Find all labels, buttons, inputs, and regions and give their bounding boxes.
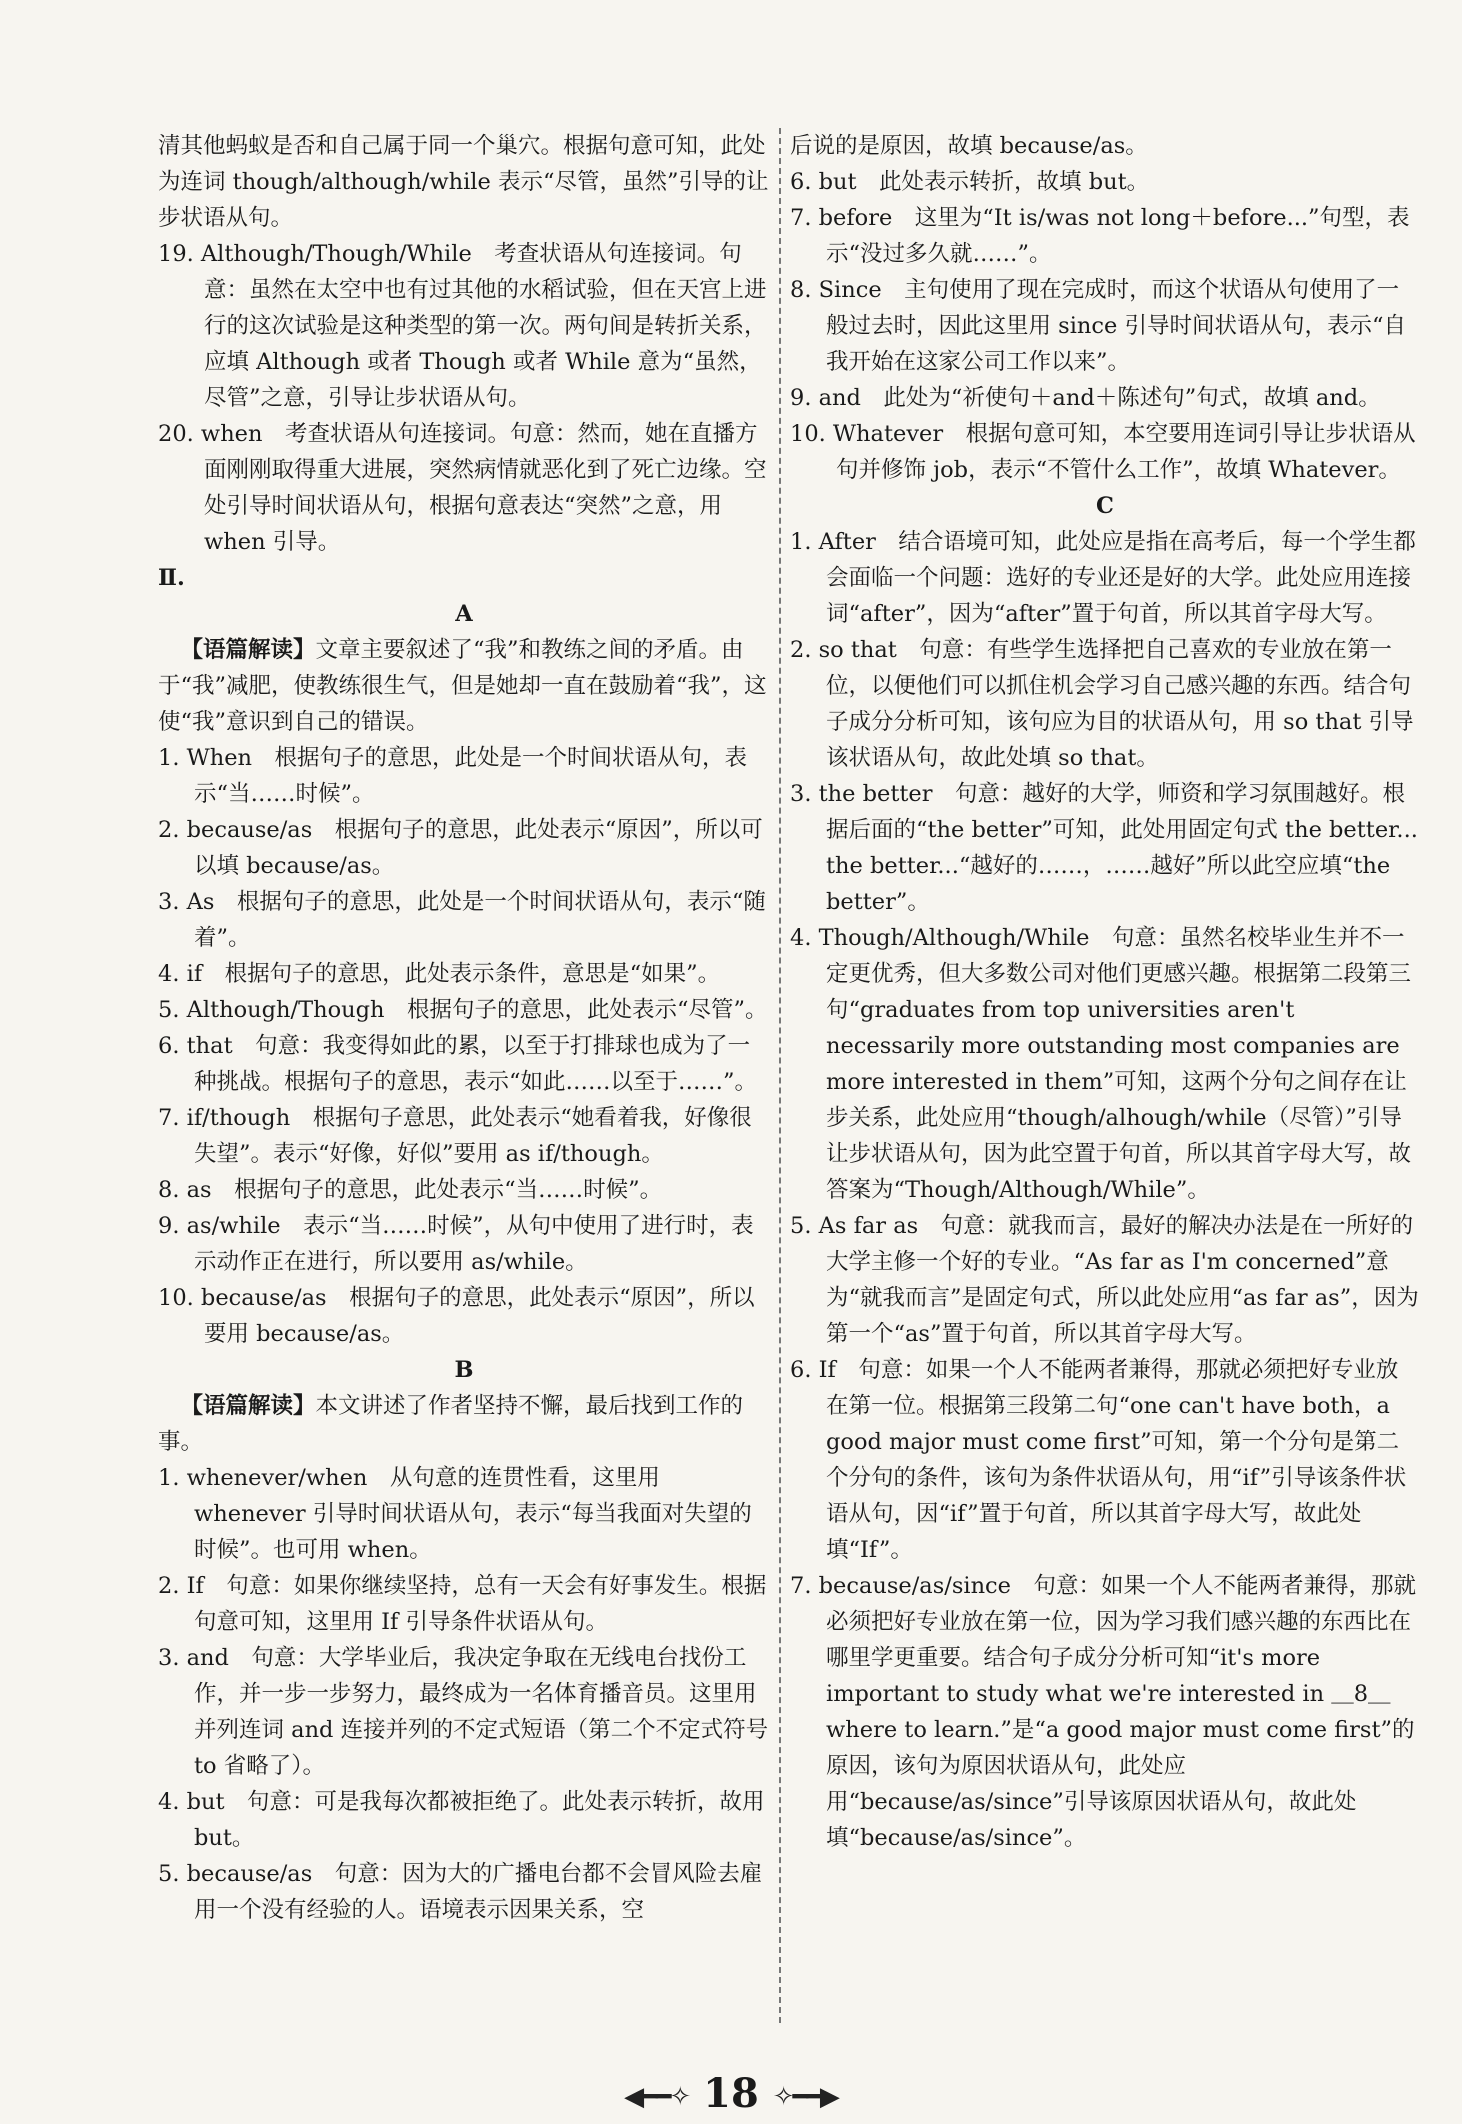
- answer-a6: 6. that 句意：我变得如此的累，以至于打排球也成为了一种挑战。根据句子的意思，表示“如此……以至于……”。: [158, 1033, 758, 1095]
- answer-c7: 7. because/as/since 句意：如果一个人不能两者兼得，那就必须把好专业放在第一位，因为学习我们感兴趣的东西比在哪里学更重要。结合句子成分分析可知“it's more important to study what we're interested in ＿8＿ where to learn.”是“a good major must come first”的原因，该句为原因状语从句，此处应用“because/as/since”引导该原因状语从句，故此处填“because/as/since”。: [790, 1573, 1416, 1851]
- answer-a4: 4. if 根据句子的意思，此处表示条件，意思是“如果”。: [158, 961, 721, 987]
- passage-note-b: [158, 1388, 770, 1460]
- answer-c3: 3. the better 句意：越好的大学，师资和学习氛围越好。根据后面的“the better”可知，此处用固定句式 the better... the better...“越好的……，……越好”所以此空应填“the better”。: [790, 781, 1418, 915]
- answer-b2: 2. If 句意：如果你继续坚持，总有一天会有好事发生。根据句意可知，这里用 If 引导条件状语从句。: [158, 1573, 767, 1635]
- answer-a8: 8. as 根据句子的意思，此处表示“当……时候”。: [158, 1177, 663, 1203]
- answer-b3: 3. and 句意：大学毕业后，我决定争取在无线电台找份工作，并一步一步努力，最终成为一名体育播音员。这里用并列连词 and 连接并列的不定式短语（第二个不定式符号 to 省略了）。: [158, 1645, 769, 1779]
- page-footer: [0, 2072, 1462, 2119]
- answer-c4: 4. Though/Although/While 句意：虽然名校毕业生并不一定更优秀，但大多数公司对他们更感兴趣。根据第二段第三句“graduates from top universities aren't necessarily more outstanding most companies are more interested in them”可知，这两个分句之间存在让步关系，此处应用“though/alhough/while（尽管）”引导让步状语从句，因为此空置于句首，所以其首字母大写，故答案为“Though/Although/While”。: [790, 925, 1412, 1203]
- answer-b7: 7. before 这里为“It is/was not long＋before...”句型，表示“没过多久就……”。: [790, 205, 1410, 267]
- answer-b1: 1. whenever/when 从句意的连贯性看，这里用 whenever 引导时间状语从句，表示“每当我面对失望的时候”。也可用 when。: [158, 1465, 752, 1563]
- section-b-heading: B: [454, 1357, 474, 1383]
- answer-19-body: 句意：虽然在太空中也有过其他的水稻试验，但在天宫上进行的这次试验是这种类型的第一次。两句间是转折关系，应填 Although 或者 Though 或者 While 意为“虽然，尽管”之意，引导让步状语从句。: [204, 241, 767, 411]
- passage-note-text: 本文讲述了作者坚持不懈，最后找到工作的事。: [158, 1393, 744, 1455]
- left-column: [158, 128, 770, 1928]
- answer-19: [158, 236, 770, 416]
- answer-c2: 2. so that 句意：有些学生选择把自己喜欢的专业放在第一位，以便他们可以抓住机会学习自己感兴趣的东西。结合句子成分分析可知，该句应为目的状语从句，用 so that 引导该状语从句，故此处填 so that。: [790, 637, 1414, 771]
- answer-b4: 4. but 句意：可是我每次都被拒绝了。此处表示转折，故用 but。: [158, 1789, 765, 1851]
- right-column: [790, 128, 1420, 1856]
- section-c-heading: C: [1096, 493, 1114, 519]
- answer-a10: 10. because/as 根据句子的意思，此处表示“原因”，所以要用 because/as。: [158, 1285, 755, 1347]
- ornament-left-icon: ◀━━✧: [624, 2082, 690, 2112]
- answer-b9: 9. and 此处为“祈使句＋and＋陈述句”句式，故填 and。: [790, 385, 1381, 411]
- section-a-heading: A: [455, 601, 473, 627]
- answer-c5: 5. As far as 句意：就我而言，最好的解决办法是在一所好的大学主修一个好的专业。“As far as I'm concerned”意为“就我而言”是固定句式，所以此处应用“as far as”，因为第一个“as”置于句首，所以其首字母大写。: [790, 1213, 1419, 1347]
- passage-note-a: [158, 632, 770, 740]
- left-intro: 清其他蚂蚁是否和自己属于同一个巢穴。根据句意可知，此处为连词 though/although/while 表示“尽管，虽然”引导的让步状语从句。: [158, 133, 769, 231]
- ornament-right-icon: ✧━━▶: [772, 2082, 838, 2112]
- passage-note-label: 【语篇解读】: [180, 1393, 316, 1419]
- answer-a3: 3. As 根据句子的意思，此处是一个时间状语从句，表示“随着”。: [158, 889, 766, 951]
- passage-note-label: 【语篇解读】: [180, 637, 316, 663]
- answer-b6: 6. but 此处表示转折，故填 but。: [790, 169, 1150, 195]
- answer-b8: 8. Since 主句使用了现在完成时，而这个状语从句使用了一般过去时，因此这里用 since 引导时间状语从句，表示“自我开始在这家公司工作以来”。: [790, 277, 1406, 375]
- answer-a2: 2. because/as 根据句子的意思，此处表示“原因”，所以可以填 because/as。: [158, 817, 763, 879]
- answer-b10: 10. Whatever 根据句意可知，本空要用连词引导让步状语从句并修饰 job，表示“不管什么工作”，故填 Whatever。: [790, 421, 1416, 483]
- page-number: 18: [703, 2070, 759, 2117]
- answer-a7: 7. if/though 根据句子意思，此处表示“她看着我，好像很失望”。表示“好像，好似”要用 as if/though。: [158, 1105, 752, 1167]
- section-roman-2: Ⅱ.: [158, 565, 185, 591]
- answer-c1: 1. After 结合语境可知，此处应是指在高考后，每一个学生都会面临一个问题：选好的专业还是好的大学。此处应用连接词“after”，因为“after”置于句首，所以其首字母大写。: [790, 529, 1416, 627]
- answer-a1: 1. When 根据句子的意思，此处是一个时间状语从句，表示“当……时候”。: [158, 745, 748, 807]
- column-divider: [779, 128, 781, 2023]
- answer-c6: 6. If 句意：如果一个人不能两者兼得，那就必须把好专业放在第一位。根据第三段第二句“one can't have both，a good major must come first”可知，第一个分句是第二个分句的条件，该句为条件状语从句，用“if”引导该条件状语从句，因“if”置于句首，所以其首字母大写，故此处填“If”。: [790, 1357, 1407, 1563]
- answer-a9: 9. as/while 表示“当……时候”，从句中使用了进行时，表示动作正在进行，所以要用 as/while。: [158, 1213, 754, 1275]
- answer-20: 20. when 考查状语从句连接词。句意：然而，她在直播方面刚刚取得重大进展，突然病情就恶化到了死亡边缘。空处引导时间状语从句，根据句意表达“突然”之意，用 when 引导。: [158, 421, 767, 555]
- passage-note-text: 文章主要叙述了“我”和教练之间的矛盾。由于“我”减肥，使教练很生气，但是她却一直在鼓励着“我”，这使“我”意识到自己的错误。: [158, 637, 767, 735]
- answer-b5: 5. because/as 句意：因为大的广播电台都不会冒风险去雇用一个没有经验的人。语境表示因果关系，空: [158, 1861, 763, 1923]
- right-intro: 后说的是原因，故填 because/as。: [790, 133, 1148, 159]
- answer-19-head: 19. Although/Though/While 考查状语从句连接词。: [158, 241, 720, 267]
- answer-a5: 5. Although/Though 根据句子的意思，此处表示“尽管”。: [158, 997, 768, 1023]
